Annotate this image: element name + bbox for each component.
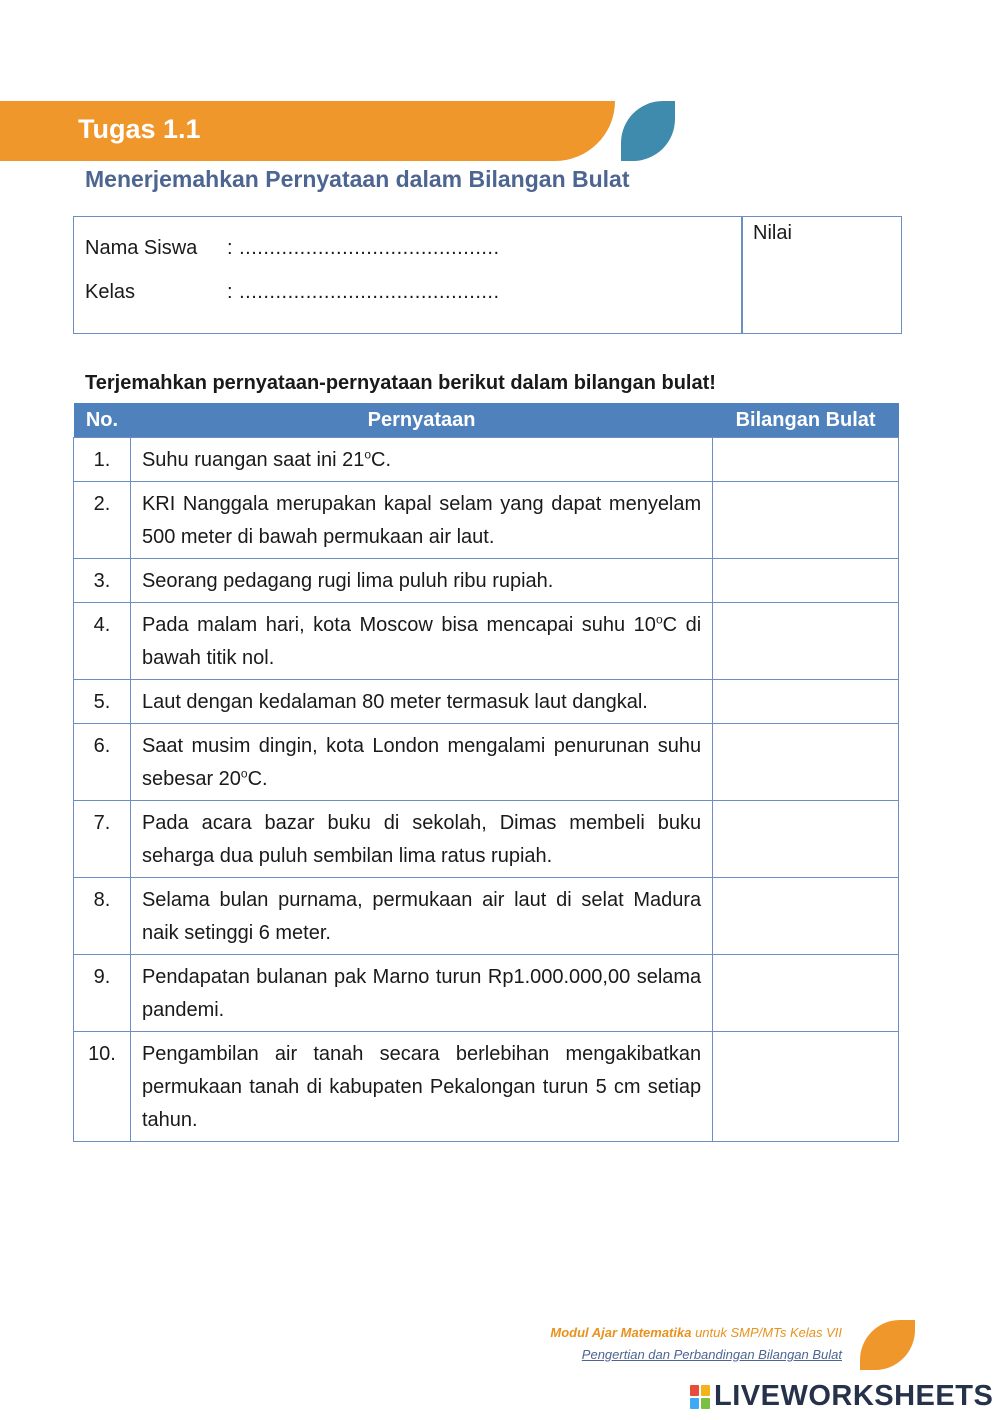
class-label: Kelas [85,281,136,303]
table-row [74,801,899,878]
statement-text: Pada malam hari, kota Moscow bisa mencapai suhu 10 [141,614,656,636]
row-statement [130,955,712,1032]
statement-text: Pada acara bazar buku di sekolah, Dimas membeli buku seharga dua puluh sembilan lima ratus rupiah. [141,812,702,867]
row-number: 5. [74,680,131,724]
answer-cell[interactable] [713,603,899,680]
student-name-field[interactable]: : ........................................... [227,237,500,259]
degree-symbol: o [240,766,248,781]
liveworksheets-logo[interactable] [690,1380,993,1413]
footer-book-rest: untuk SMP/MTs Kelas VII [691,1325,842,1340]
statement-text: Pendapatan bulanan pak Marno turun Rp1.000.000,00 selama pandemi. [141,966,702,1021]
student-name-label: Nama Siswa [85,237,198,259]
table-row [74,724,899,801]
table-row [74,482,899,559]
page-subtitle: Menerjemahkan Pernyataan dalam Bilangan Bulat [85,166,630,192]
footer-chapter-link[interactable]: Pengertian dan Perbandingan Bilangan Bulat [581,1347,842,1362]
liveworksheets-grid-icon [690,1385,710,1409]
row-statement [130,482,712,559]
row-number: 1. [74,438,131,482]
page-title: Tugas 1.1 [78,114,201,144]
statements-table [73,403,899,1142]
table-row [74,680,899,724]
table-row [74,878,899,955]
row-number: 6. [74,724,131,801]
score-label: Nilai [753,222,792,244]
table-row [74,1032,899,1142]
answer-cell[interactable] [713,801,899,878]
header-integer: Bilangan Bulat [713,403,899,438]
statement-text: Seorang pedagang rugi lima puluh ribu rupiah. [141,570,554,592]
row-number: 3. [74,559,131,603]
statement-text-end: C. [371,449,392,471]
answer-cell[interactable] [713,680,899,724]
row-statement [130,680,712,724]
liveworksheets-wordmark: LIVEWORKSHEETS [714,1380,994,1412]
student-info-box [73,216,902,334]
row-statement [130,438,712,482]
answer-cell[interactable] [713,955,899,1032]
statement-text: Suhu ruangan saat ini 21 [141,449,365,471]
answer-cell[interactable] [713,482,899,559]
footer-book-title: Modul Ajar Matematika [550,1325,692,1340]
table-row [74,603,899,680]
statement-text: Selama bulan purnama, permukaan air laut di selat Madura naik setinggi 6 meter. [141,889,702,944]
row-statement [130,603,712,680]
header-statement: Pernyataan [130,403,712,438]
statement-text: Laut dengan kedalaman 80 meter termasuk laut dangkal. [141,691,648,713]
statement-text-end: C di bawah titik nol. [141,614,702,669]
row-statement [130,559,712,603]
statement-text: KRI Nanggala merupakan kapal selam yang dapat menyelam 500 meter di bawah permukaan air laut. [141,493,702,548]
answer-cell[interactable] [713,559,899,603]
row-number: 4. [74,603,131,680]
answer-cell[interactable] [713,878,899,955]
leaf-decoration-icon [621,101,675,161]
row-number: 9. [74,955,131,1032]
row-number: 10. [74,1032,131,1142]
info-divider [741,217,743,333]
degree-symbol: o [364,447,372,462]
answer-cell[interactable] [713,724,899,801]
degree-symbol: o [655,612,663,627]
row-statement [130,801,712,878]
statement-text: Saat musim dingin, kota London mengalami penurunan suhu sebesar 20 [141,735,702,790]
row-number: 7. [74,801,131,878]
statement-text-end: C. [247,768,268,790]
row-statement [130,1032,712,1142]
row-statement [130,878,712,955]
table-row [74,955,899,1032]
row-statement [130,724,712,801]
answer-cell[interactable] [713,438,899,482]
table-row [74,559,899,603]
answer-cell[interactable] [713,1032,899,1142]
footer-text [550,1322,842,1366]
header-no: No. [74,403,131,438]
table-row [74,438,899,482]
row-number: 2. [74,482,131,559]
footer-leaf-icon [860,1320,915,1370]
table-header-row [74,403,899,438]
row-number: 8. [74,878,131,955]
instruction-text: Terjemahkan pernyataan-pernyataan berikut dalam bilangan bulat! [85,372,716,394]
statement-text: Pengambilan air tanah secara berlebihan mengakibatkan permukaan tanah di kabupaten Pekalongan turun 5 cm setiap tahun. [141,1043,702,1131]
class-field[interactable]: : ........................................... [227,281,500,303]
